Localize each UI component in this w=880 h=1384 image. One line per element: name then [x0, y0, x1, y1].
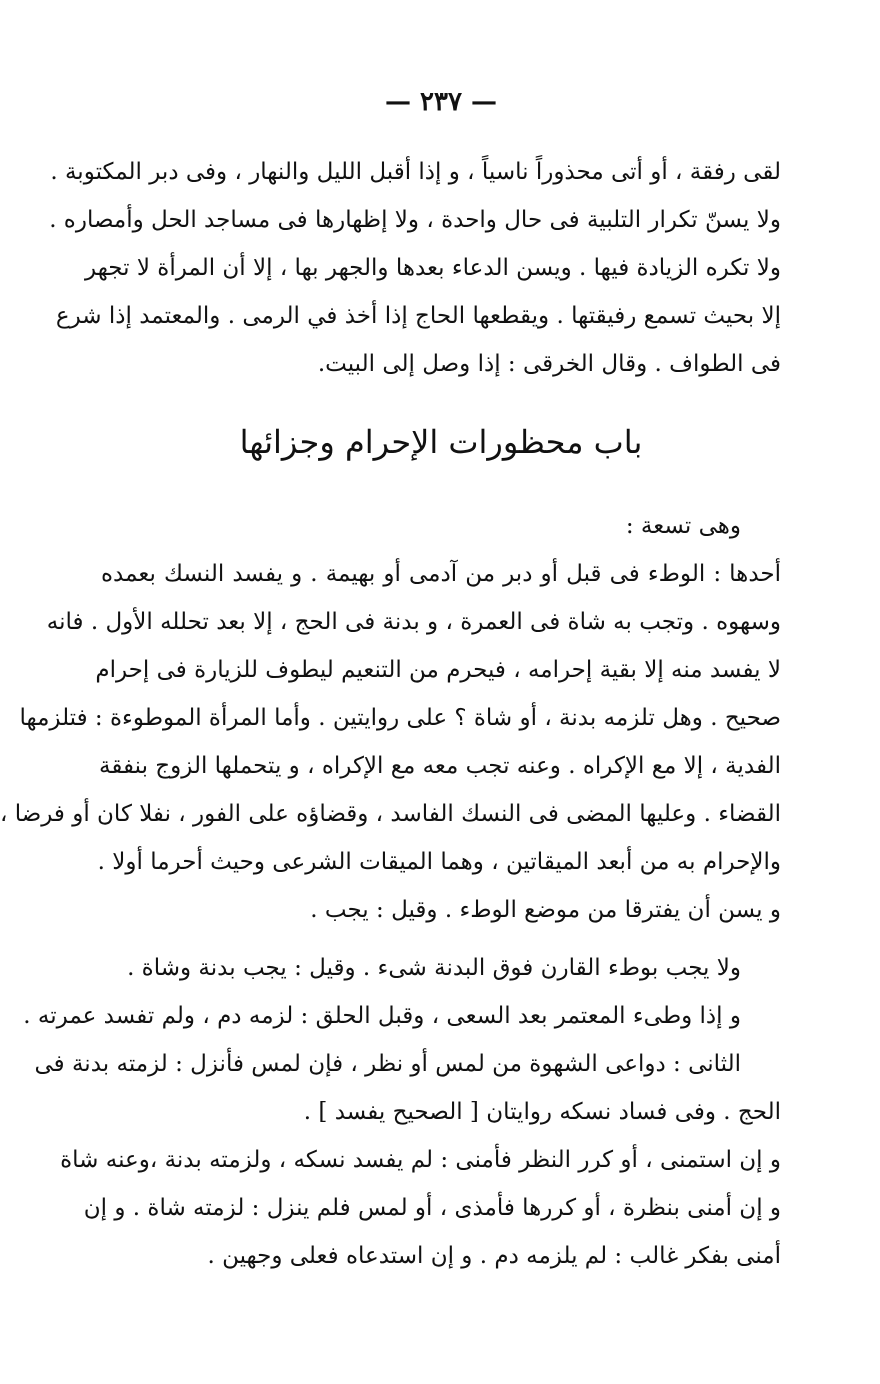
- text-line: والإحرام به من أبعد الميقاتين ، وهما الميقات الشرعى وحيث أحرما أولا .: [97, 849, 781, 875]
- text-line: ولا تكره الزيادة فيها . ويسن الدعاء بعدها والجهر بها ، إلا أن المرأة لا تجهر: [85, 255, 781, 281]
- text-line: لقى رفقة ، أو أتى محذوراً ناسياً ، و إذا أقبل الليل والنهار ، وفى دبر المكتوبة .: [50, 159, 781, 185]
- text-line: الثانى : دواعى الشهوة من لمس أو نظر ، فإن لمس فأنزل : لزمته بدنة فى: [34, 1051, 741, 1077]
- text-line: ولا يجب بوطء القارن فوق البدنة شىء . وقيل : يجب بدنة وشاة .: [127, 955, 741, 981]
- top-paragraph: [49, 148, 781, 388]
- text-line: صحيح . وهل تلزمه بدنة ، أو شاة ؟ على روايتين . وأما المرأة الموطوءة : فتلزمها: [19, 705, 781, 731]
- text-line: وسهوه . وتجب به شاة فى العمرة ، و بدنة فى الحج ، إلا بعد تحلله الأول . فانه: [46, 609, 781, 635]
- page-number: — ٢٣٧ —: [384, 87, 498, 117]
- intro-line: وهى تسعة :: [625, 513, 741, 539]
- text-line: و يسن أن يفترقا من موضع الوطء . وقيل : يجب .: [310, 897, 781, 923]
- text-line: و إذا وطىء المعتمر بعد السعى ، وقبل الحلق : لزمه دم ، ولم تفسد عمرته .: [23, 1003, 741, 1029]
- second-paragraph: [34, 1040, 781, 1136]
- text-line: لا يفسد منه إلا بقية إحرامه ، فيحرم من التنعيم ليطوف للزيارة فى إحرام: [95, 657, 781, 683]
- text-line: أمنى بفكر غالب : لم يلزمه دم . و إن استدعاه فعلى وجهين .: [207, 1243, 781, 1269]
- book-page: [0, 80, 781, 1320]
- text-line: ولا يسنّ تكرار التلبية فى حال واحدة ، ولا إظهارها فى مساجد الحل وأمصاره .: [49, 207, 781, 233]
- chapter-heading: باب محظورات الإحرام وجزائها: [239, 423, 643, 461]
- text-line: أحدها : الوطء فى قبل أو دبر من آدمى أو بهيمة . و يفسد النسك بعمده: [101, 561, 781, 587]
- short-lines: [23, 944, 781, 1040]
- text-line: و إن أمنى بنظرة ، أو كررها فأمذى ، أو لمس فلم ينزل : لزمته شاة . و إن: [83, 1195, 781, 1221]
- text-line: و إن استمنى ، أو كرر النظر فأمنى : لم يفسد نسكه ، ولزمته بدنة ،وعنه شاة: [60, 1147, 781, 1173]
- first-paragraph: [0, 502, 781, 934]
- paragraph-gap: [101, 934, 781, 944]
- text-line: فى الطواف . وقال الخرقى : إذا وصل إلى البيت.: [317, 351, 781, 377]
- third-paragraph: [60, 1136, 781, 1280]
- text-line: الفدية ، إلا مع الإكراه . وعنه تجب معه مع الإكراه ، و يتحملها الزوج بنفقة: [99, 753, 781, 779]
- text-line: إلا بحيث تسمع رفيقتها . ويقطعها الحاج إذا أخذ في الرمى . والمعتمد إذا شرع: [55, 303, 781, 329]
- text-line: الحج . وفى فساد نسكه روايتان [ الصحيح يفسد ] .: [303, 1099, 781, 1125]
- text-line: القضاء . وعليها المضى فى النسك الفاسد ، وقضاؤه على الفور ، نفلا كان أو فرضا ،: [0, 801, 781, 827]
